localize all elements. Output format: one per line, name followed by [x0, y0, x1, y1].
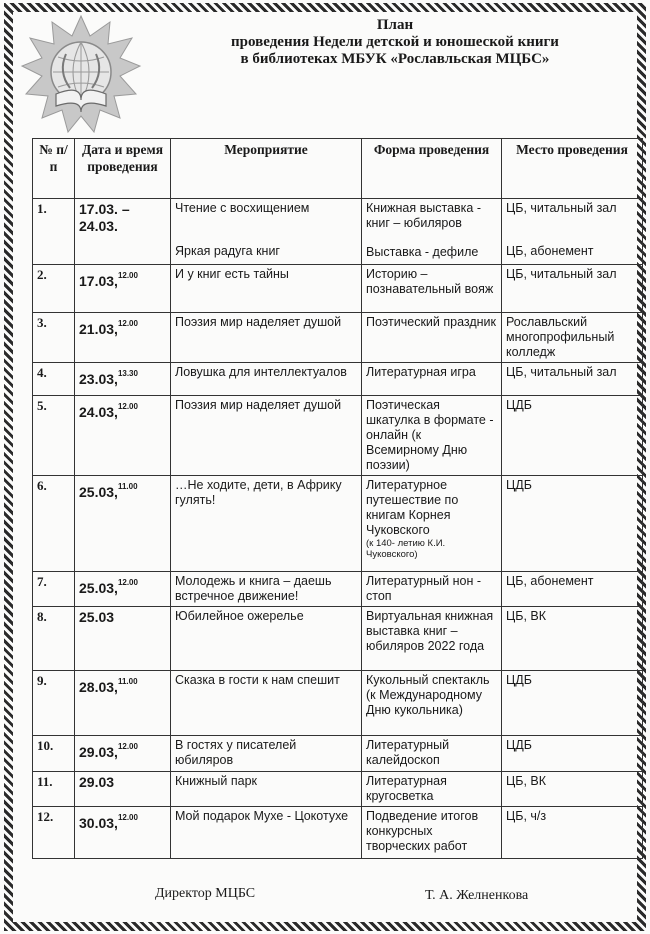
row-event: В гостях у писателей юбиляров: [171, 736, 362, 772]
column-header-form: Форма проведения: [362, 139, 502, 199]
place-text: ЦБ, читальный зал: [506, 201, 617, 215]
table-row: [33, 363, 643, 396]
row-event: Юбилейное ожерелье: [171, 607, 362, 671]
row-form: [362, 199, 502, 265]
row-date: [75, 396, 171, 476]
row-date: [75, 671, 171, 736]
row-place: ЦДБ: [502, 396, 643, 476]
row-form: Кукольный спектакль (к Международному Дню кукольника): [362, 671, 502, 736]
row-place: ЦДБ: [502, 736, 643, 772]
table-row: [33, 313, 643, 363]
table-row: [33, 772, 643, 807]
date-text: 24.03,: [79, 404, 118, 420]
row-place: ЦБ, абонемент: [502, 572, 643, 607]
form-text: Книжная выставка - книг – юбиляров: [366, 201, 482, 230]
row-place: ЦБ, читальный зал: [502, 265, 643, 313]
form-note: (к 140- летию К.И. Чуковского): [366, 538, 446, 560]
time-text: 13.30: [117, 369, 138, 378]
row-number: 8.: [33, 607, 75, 671]
time-text: 12.00: [117, 319, 138, 328]
date-text: 21.03,: [79, 321, 118, 337]
title-line-2: проведения Недели детской и юношеской книги: [231, 34, 559, 50]
title-line-1: План: [376, 17, 414, 33]
table-row: [33, 572, 643, 607]
date-text: 28.03,: [79, 679, 118, 695]
row-date: [75, 736, 171, 772]
row-date: [75, 265, 171, 313]
date-text: 17.03,: [79, 273, 118, 289]
table-row: [33, 199, 643, 265]
table-row: [33, 807, 643, 859]
row-place: ЦБ, ВК: [502, 607, 643, 671]
column-header-place: Место проведения: [502, 139, 643, 199]
time-text: 12.00: [117, 271, 138, 280]
date-text: 25.03,: [79, 580, 118, 596]
form-text-second: Выставка - дефиле: [366, 245, 479, 259]
row-number: 4.: [33, 363, 75, 396]
row-number: 3.: [33, 313, 75, 363]
place-text-second: ЦБ, абонемент: [506, 244, 594, 258]
row-form: Литературная игра: [362, 363, 502, 396]
row-event: Молодежь и книга – даешь встречное движение!: [171, 572, 362, 607]
title-line-3: в библиотеках МБУК «Рославльская МЦБС»: [240, 51, 550, 67]
row-event: И у книг есть тайны: [171, 265, 362, 313]
time-text: 11.00: [117, 677, 138, 686]
events-table: [32, 138, 643, 859]
library-emblem-logo: [20, 14, 142, 136]
row-place: ЦДБ: [502, 671, 643, 736]
row-place: Рославльский многопрофильный колледж: [502, 313, 643, 363]
signature-position: Директор МЦБС: [155, 886, 256, 901]
row-date: [75, 313, 171, 363]
document-title: [180, 17, 610, 68]
row-number: 5.: [33, 396, 75, 476]
row-form: Подведение итогов конкурсных творческих работ: [362, 807, 502, 859]
row-date: 25.03: [75, 607, 171, 671]
date-text: 29.03,: [79, 744, 118, 760]
row-place: ЦДБ: [502, 476, 643, 572]
table-row: [33, 736, 643, 772]
row-number: 11.: [33, 772, 75, 807]
row-form: Литературный калейдоскоп: [362, 736, 502, 772]
row-event: Ловушка для интеллектуалов: [171, 363, 362, 396]
row-event: Поэзия мир наделяет душой: [171, 313, 362, 363]
row-form: [362, 476, 502, 572]
row-form: Литературный нон - стоп: [362, 572, 502, 607]
row-form: Поэтический праздник: [362, 313, 502, 363]
table-row: [33, 396, 643, 476]
row-event: …Не ходите, дети, в Африку гулять!: [171, 476, 362, 572]
row-form: Историю – познавательный вояж: [362, 265, 502, 313]
time-text: 12.00: [117, 813, 138, 822]
row-event: Мой подарок Мухе - Цокотухе: [171, 807, 362, 859]
table-row: [33, 671, 643, 736]
table-header-row: [33, 139, 643, 199]
row-event: Сказка в гости к нам спешит: [171, 671, 362, 736]
row-event: Поэзия мир наделяет душой: [171, 396, 362, 476]
row-event: Книжный парк: [171, 772, 362, 807]
row-number: 9.: [33, 671, 75, 736]
row-number: 6.: [33, 476, 75, 572]
column-header-event: Мероприятие: [171, 139, 362, 199]
row-date: 17.03. – 24.03.: [75, 199, 171, 265]
event-title-second: Яркая радуга книг: [175, 244, 280, 258]
row-place: [502, 199, 643, 265]
date-text: 30.03,: [79, 815, 118, 831]
table-row: [33, 607, 643, 671]
row-form: Виртуальная книжная выставка книг – юбиляров 2022 года: [362, 607, 502, 671]
time-text: 11.00: [117, 482, 138, 491]
row-number: 1.: [33, 199, 75, 265]
row-date: [75, 807, 171, 859]
table-row: [33, 476, 643, 572]
row-date: [75, 476, 171, 572]
row-number: 10.: [33, 736, 75, 772]
row-number: 2.: [33, 265, 75, 313]
row-place: ЦБ, ВК: [502, 772, 643, 807]
row-date: [75, 572, 171, 607]
row-event: [171, 199, 362, 265]
column-header-date: Дата и время проведения: [75, 139, 171, 199]
form-text: Литературное путешествие по книгам Корнея Чуковского: [366, 478, 459, 537]
column-header-number: № п/п: [33, 139, 75, 199]
row-number: 12.: [33, 807, 75, 859]
time-text: 12.00: [117, 578, 138, 587]
row-date: 29.03: [75, 772, 171, 807]
row-date: [75, 363, 171, 396]
date-text: 23.03,: [79, 371, 118, 387]
time-text: 12.00: [117, 742, 138, 751]
row-form: Литературная кругосветка: [362, 772, 502, 807]
row-form: Поэтическая шкатулка в формате - онлайн (к Всемирному Дню поэзии): [362, 396, 502, 476]
row-number: 7.: [33, 572, 75, 607]
row-place: ЦБ, читальный зал: [502, 363, 643, 396]
table-row: [33, 265, 643, 313]
date-text: 25.03,: [79, 484, 118, 500]
time-text: 12.00: [117, 402, 138, 411]
row-place: ЦБ, ч/з: [502, 807, 643, 859]
signature-name: Т. А. Желненкова: [425, 888, 529, 903]
event-title: Чтение с восхищением: [175, 201, 310, 215]
